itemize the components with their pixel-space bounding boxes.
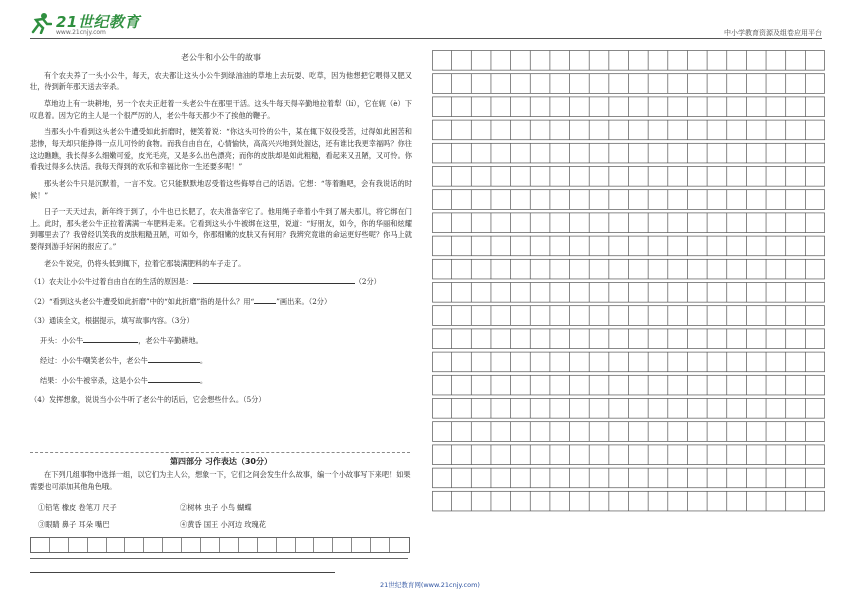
brand-url: www.21cnjy.com	[56, 29, 106, 36]
section-4-title: 第四部分 习作表达（30分）	[170, 457, 272, 466]
runner-logo-icon	[30, 12, 52, 34]
underline-symbol	[254, 295, 276, 304]
option-group-1: ①铅笔 橡皮 卷笔刀 尺子	[38, 503, 117, 512]
question-3-end: 结果：小公牛被宰杀，这是小公牛 。	[40, 376, 208, 386]
story-title: 老公牛和小公牛的故事	[181, 53, 261, 62]
question-3-middle: 经过：小公牛嘲笑老公牛，老公牛 。	[40, 356, 208, 365]
question-2	[30, 295, 412, 308]
story-paragraph: 那头老公牛只是沉默着，一言不发。它只能默默地忍受着这些侮辱自己的话语。它想：“等着瞧吧，会有我说话的时候！”	[30, 178, 412, 200]
question-4: （4）发挥想象，说说当小公牛听了老公牛的话后，它会想些什么。（5分）	[30, 395, 266, 405]
header-divider	[30, 38, 822, 39]
story-paragraph: 草地边上有一块耕地，另一个农夫正赶着一头老公牛在那里干活。这头牛每天得辛勤地拉着犁（lí），它在轭（è）下叹息着。因为它的主人是一个很严厉的人，老公牛每天都少不了挨他的鞭子。	[30, 98, 412, 120]
question-3-start: 开头：小公牛 ，老公牛辛勤耕地。	[40, 335, 203, 345]
answer-blank[interactable]	[148, 374, 200, 383]
option-group-4: ④黄昏 国王 小河边 玫瑰花	[180, 520, 266, 529]
answer-blank[interactable]	[193, 275, 355, 284]
story-paragraph: 当那头小牛看到这头老公牛遭受如此折磨时，便笑着说：“你这头可怜的公牛，某在辄下奴役受苦，过得如此困苦和悲惨，每天却只能挣得一点儿可怜的食物。而我自由自在，心情愉快，高高兴兴地到处溜达，还有谁比我更幸福吗？你往这边瞧瞧，我长得多么细嫩可爱，皮光毛亮，又是多么出色漂亮；而你的皮肤却是如此粗糙，看起来又丑陋，又可怜。你看我过得多么快活。我每天得到的欢乐和幸福比你一生还要多呢！”	[30, 127, 412, 172]
page-footer: 21世纪教育网(www.21cnjy.com)	[380, 581, 480, 589]
answer-blank[interactable]	[148, 354, 200, 363]
answer-blank[interactable]	[83, 334, 138, 343]
option-group-2: ②树林 虫子 小鸟 蝴蝶	[180, 503, 252, 512]
story-paragraph: 老公牛说完，仍将头低到辄下，拉着它那装满肥料的车子走了。	[44, 258, 246, 268]
question-1	[30, 275, 412, 288]
writing-line	[30, 558, 408, 559]
composition-grid[interactable]	[432, 50, 825, 553]
question-1-text: （1）农夫让小公牛过着自由自在的生活的原因是：	[30, 276, 193, 286]
question-2-text: （2）“看到这头老公牛遭受如此折磨”中的“如此折磨”指的是什么？用“	[30, 296, 255, 306]
story-paragraph: 日子一天天过去，新年终于到了，小牛也已长肥了，农夫准备宰它了。他用绳子牵着小牛到了屠夫那儿，将它绑在门上。此时，那头老公牛正拉着满满一车肥料走来。它看到这头小牛被绑在这里，说道：“好朋友，如今，你的华丽和炫耀到哪里去了？我曾经讥笑我的皮肤粗糙丑陋，可如今，你那细嫩的皮肤又有何用？我辨究竟谁的命运更好些呢？你马上就要得到游手好闲的报应了。”	[30, 207, 412, 252]
question-2-text-end: ”画出来。（2分）	[276, 296, 332, 306]
section-divider	[30, 452, 410, 453]
question-1-score: （2分）	[354, 276, 381, 286]
site-logo	[30, 8, 140, 40]
reading-section	[30, 48, 412, 413]
writing-prompt: 在下列几组事物中选择一组，以它们为主人公，想象一下，它们之间会发生什么故事，编一个小故事写下来吧！如果需要也可添加其他角色哦。	[30, 470, 411, 491]
writing-grid-row[interactable]	[30, 537, 410, 553]
platform-name: 中小学教育资源及组卷应用平台	[724, 29, 822, 37]
question-3: （3）通读全文，根据提示，填写故事内容。（3分）	[30, 315, 194, 325]
writing-line	[30, 572, 335, 573]
story-paragraph: 有个农夫养了一头小公牛，每天，农夫都让这头小公牛到绿油油的草地上去玩耍、吃草，因为他想把它喂得又肥又壮，待到新年那天送去宰杀。	[30, 70, 412, 92]
option-group-3: ③眼睛 鼻子 耳朵 嘴巴	[38, 520, 110, 529]
brand-name: 21世纪教育	[56, 13, 140, 31]
